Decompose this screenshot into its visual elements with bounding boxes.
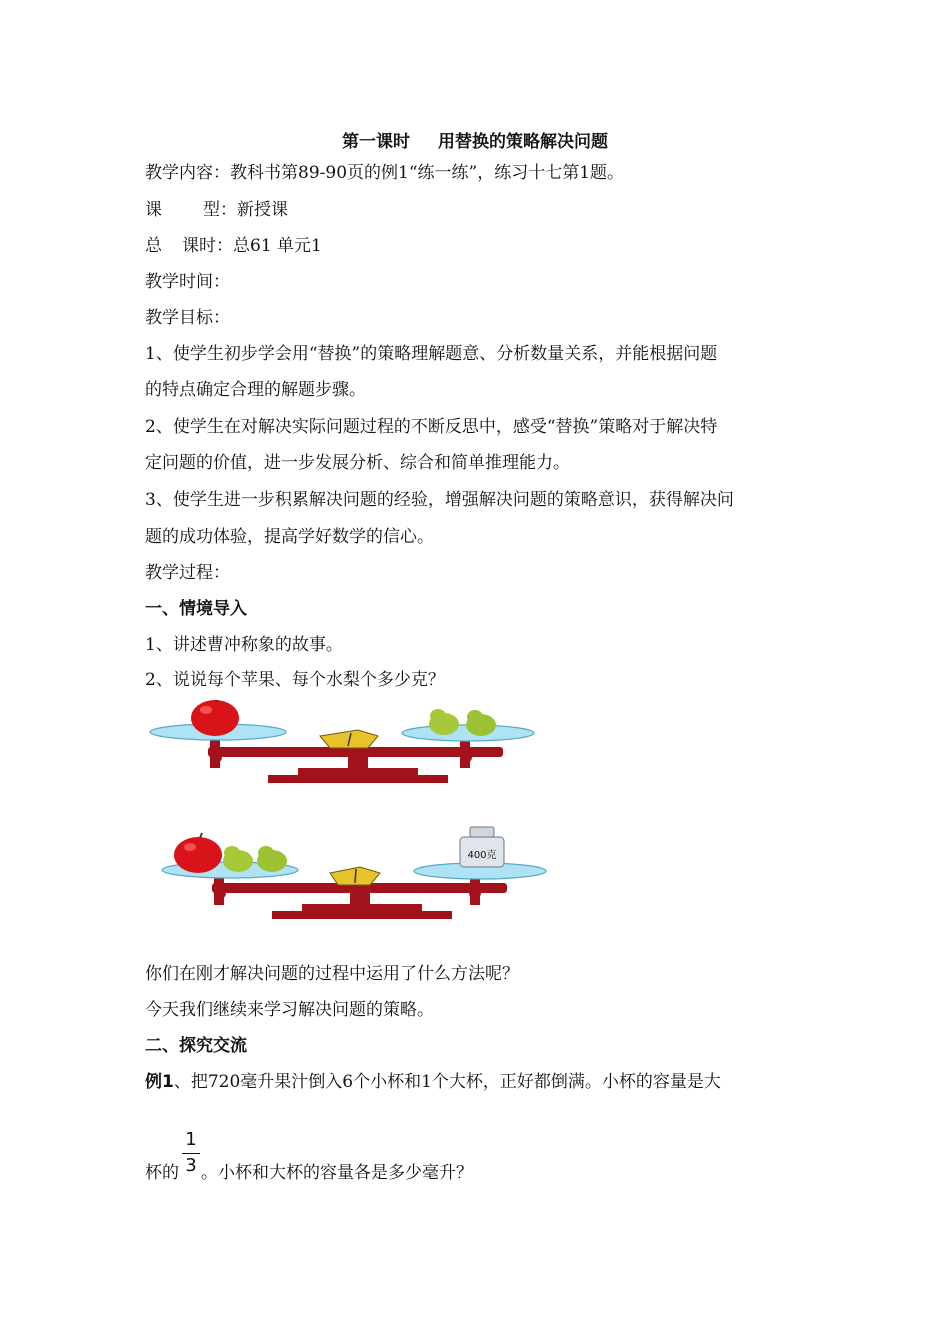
- section-1-item-1: 1、讲述曹冲称象的故事。: [145, 635, 343, 655]
- teaching-content: 教学内容：教科书第89-90页的例1“练一练”，练习十七第1题。: [145, 163, 625, 183]
- method-question: 你们在刚才解决问题的过程中运用了什么方法呢？: [145, 964, 519, 984]
- apple-icon: [174, 833, 222, 873]
- teaching-goals-heading: 教学目标：: [145, 308, 230, 328]
- goal-1-line-2: 的特点确定合理的解题步骤。: [145, 380, 366, 400]
- weight-label: 400克: [467, 850, 497, 861]
- example-1-label: 例1: [145, 1072, 174, 1092]
- title-lesson: 第一课时: [342, 132, 410, 152]
- apple-icon: [191, 700, 239, 736]
- section-1-item-2: 2、说说每个苹果、每个水梨个多少克？: [145, 670, 445, 690]
- page-title: [0, 127, 950, 152]
- teaching-time: 教学时间：: [145, 272, 230, 292]
- example-1-line-2: 杯的 。小杯和大杯的容量各是多少毫升？: [145, 1163, 473, 1183]
- weight-icon: [460, 827, 504, 867]
- pear-icon: [429, 709, 459, 735]
- today-intro: 今天我们继续来学习解决问题的策略。: [145, 1000, 434, 1020]
- title-topic: 用替换的策略解决问题: [438, 132, 608, 152]
- goal-3-line-1: 3、使学生进一步积累解决问题的经验，增强解决问题的策略意识，获得解决问: [145, 490, 734, 510]
- pear-icon: [466, 710, 496, 736]
- example-1-line-1: 例1、把720毫升果汁倒入6个小杯和1个大杯，正好都倒满。小杯的容量是大: [145, 1072, 721, 1092]
- balance-scale-apple-vs-pears: [148, 700, 543, 790]
- fraction-one-third: 1 3: [182, 1130, 200, 1176]
- goal-3-line-2: 题的成功体验，提高学好数学的信心。: [145, 527, 434, 547]
- section-2-heading: 二、探究交流: [145, 1036, 247, 1056]
- pear-icon: [223, 846, 253, 872]
- goal-2-line-1: 2、使学生在对解决实际问题过程的不断反思中，感受“替换”策略对于解决特: [145, 417, 718, 437]
- balance-scale-fruits-vs-weight: [160, 825, 555, 925]
- pear-icon: [257, 846, 287, 872]
- teaching-process-heading: 教学过程：: [145, 563, 230, 583]
- section-1-heading: 一、情境导入: [145, 599, 247, 619]
- goal-2-line-2: 定问题的价值，进一步发展分析、综合和简单推理能力。: [145, 453, 570, 473]
- lesson-hours: 总 课时：总61 单元1: [145, 236, 322, 256]
- lesson-type: 课 型：新授课: [145, 200, 288, 220]
- goal-1-line-1: 1、使学生初步学会用“替换”的策略理解题意、分析数量关系，并能根据问题: [145, 344, 718, 364]
